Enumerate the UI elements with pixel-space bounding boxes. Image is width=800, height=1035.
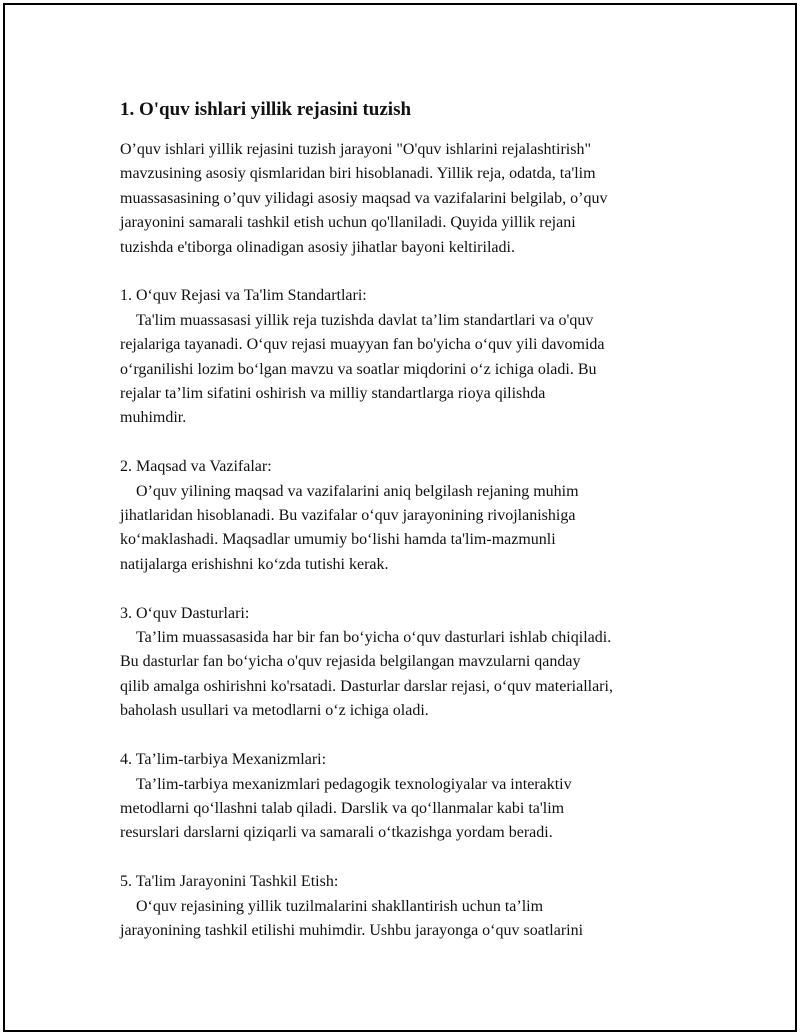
- paragraph-spacer: [120, 431, 700, 455]
- section-heading: 1. O‘quv Rejasi va Ta'lim Standartlari:: [120, 287, 367, 305]
- section-heading: 2. Maqsad va Vazifalar:: [120, 458, 272, 476]
- text-line: o‘rganilishi lozim bo‘lgan mavzu va soatlar miqdorini o‘z ichiga oladi. Bu: [120, 360, 597, 378]
- paragraph-spacer: [120, 260, 700, 284]
- text-line: O‘quv rejasining yillik tuzilmalarini shakllantirish uchun ta’lim: [136, 897, 544, 915]
- section-4: [120, 748, 700, 870]
- text-line: Ta’lim-tarbiya mexanizmlari pedagogik texnologiyalar va interaktiv: [136, 775, 572, 793]
- section-heading: 4. Ta’lim-tarbiya Mexanizmlari:: [120, 751, 327, 769]
- document-page: [3, 3, 797, 1032]
- text-line: metodlarni qo‘llashni talab qiladi. Darslik va qo‘llanmalar kabi ta'lim: [120, 799, 565, 817]
- text-line: Bu dasturlar fan bo‘yicha o'quv rejasida belgilangan mavzularni qanday: [120, 653, 581, 671]
- section-heading: 3. O‘quv Dasturlari:: [120, 604, 250, 622]
- intro-paragraph: [120, 138, 700, 284]
- text-line: muhimdir.: [120, 409, 187, 427]
- text-line: rejalar ta’lim sifatini oshirish va milliy standartlarga rioya qilishda: [120, 385, 546, 403]
- section-1: [120, 284, 700, 455]
- paragraph-spacer: [120, 724, 700, 748]
- section-heading: 5. Ta'lim Jarayonini Tashkil Etish:: [120, 873, 339, 891]
- text-line: jihatlaridan hisoblanadi. Bu vazifalar o‘quv jarayonining rivojlanishiga: [120, 507, 576, 525]
- section-5: [120, 870, 700, 943]
- section-2: [120, 455, 700, 601]
- paragraph-spacer: [120, 577, 700, 601]
- paragraph-spacer: [120, 846, 700, 870]
- text-line: qilib amalga oshirishni ko'rsatadi. Dasturlar darslar rejasi, o‘quv materiallari,: [120, 677, 613, 695]
- text-line: tuzishda e'tiborga olinadigan asosiy jihatlar bayoni keltiriladi.: [120, 238, 515, 256]
- text-line: baholash usullari va metodlarni o‘z ichiga oladi.: [120, 702, 429, 720]
- text-line: jarayonini samarali tashkil etish uchun qo'llaniladi. Quyida yillik rejani: [120, 214, 576, 232]
- section-3: [120, 602, 700, 748]
- text-line: jarayonining tashkil etilishi muhimdir. Ushbu jarayonga o‘quv soatlarini: [120, 921, 584, 939]
- text-line: mavzusining asosiy qismlaridan biri hisoblanadi. Yillik reja, odatda, ta'lim: [120, 165, 596, 183]
- text-line: natijalarga erishishni ko‘zda tutishi kerak.: [120, 555, 389, 573]
- text-line: resurslari darslarni qiziqarli va samarali o‘tkazishga yordam beradi.: [120, 824, 553, 842]
- document-body: [120, 98, 700, 943]
- document-title: 1. O'quv ishlari yillik rejasini tuzish: [120, 99, 412, 120]
- text-line: Ta’lim muassasasida har bir fan bo‘yicha o‘quv dasturlari ishlab chiqiladi.: [136, 629, 612, 647]
- text-line: ko‘maklashadi. Maqsadlar umumiy bo‘lishi hamda ta'lim-mazmunli: [120, 531, 556, 549]
- text-line: Ta'lim muassasasi yillik reja tuzishda davlat ta’lim standartlari va o'quv: [136, 311, 594, 329]
- text-line: rejalariga tayanadi. O‘quv rejasi muayyan fan bo'yicha o‘quv yili davomida: [120, 336, 605, 354]
- text-line: O’quv ishlari yillik rejasini tuzish jarayoni "O'quv ishlarini rejalashtirish": [120, 141, 591, 158]
- text-line: O’quv yilining maqsad va vazifalarini aniq belgilash rejaning muhim: [136, 482, 579, 500]
- text-line: muassasasining o’quv yilidagi asosiy maqsad va vazifalarini belgilab, o’quv: [120, 189, 608, 207]
